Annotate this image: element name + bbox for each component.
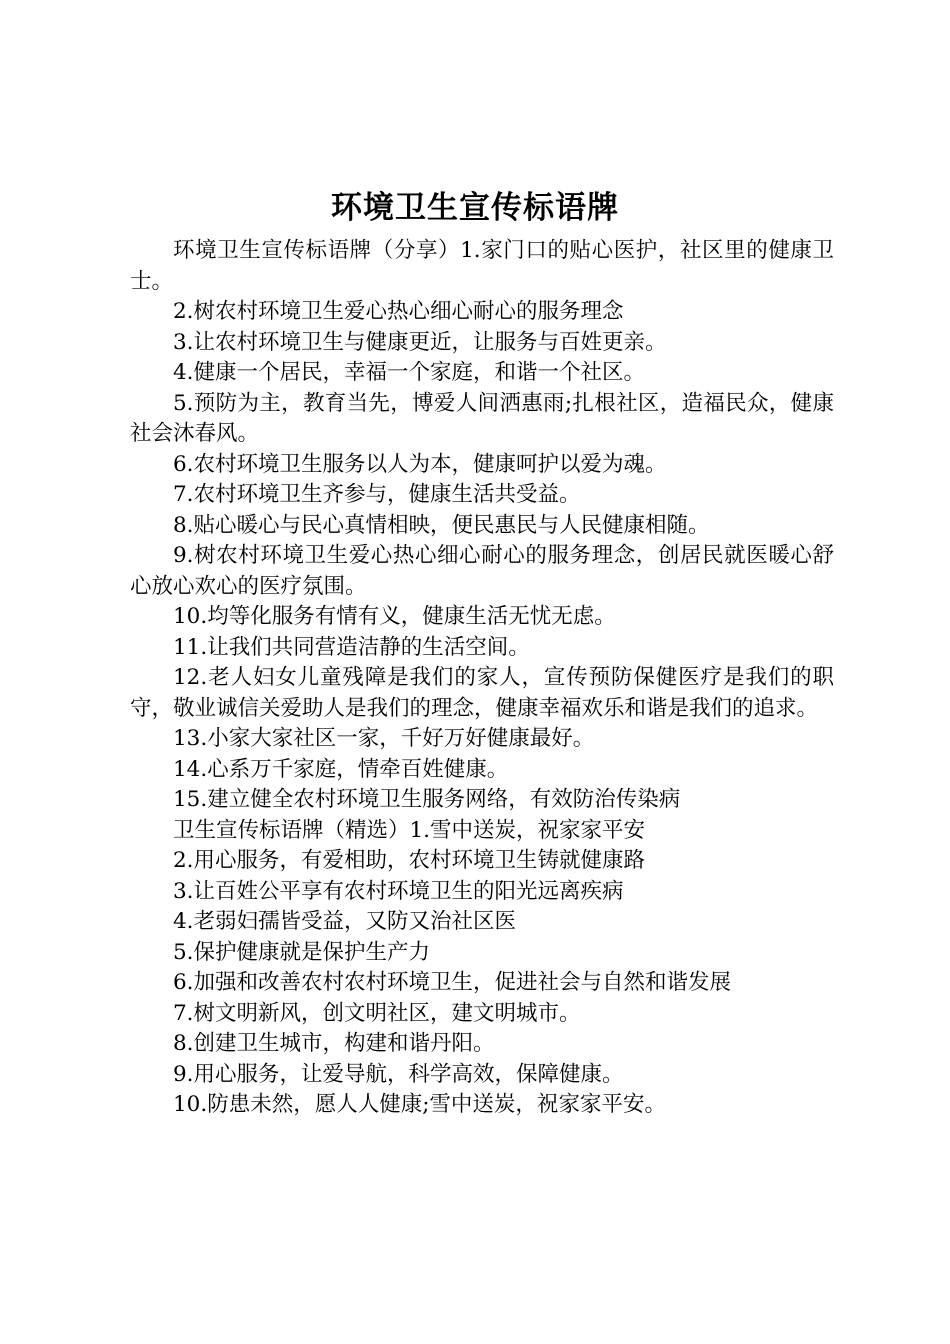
paragraph: 12.老人妇女儿童残障是我们的家人，宣传预防保健医疗是我们的职守，敬业诚信关爱助人是我们的理念，健康幸福欢乐和谐是我们的追求。	[130, 665, 834, 721]
paragraph: 4.老弱妇孺皆受益，又防又治社区医	[173, 909, 517, 934]
paragraph: 3.让农村环境卫生与健康更近，让服务与百姓更亲。	[173, 329, 667, 355]
document-body	[130, 236, 834, 1121]
paragraph: 15.建立健全农村环境卫生服务网络，有效防治传染病	[173, 787, 681, 812]
paragraph: 2.用心服务，有爱相助，农村环境卫生铸就健康路	[173, 848, 646, 873]
paragraph: 9.用心服务，让爱导航，科学高效，保障健康。	[173, 1061, 624, 1087]
paragraph: 卫生宣传标语牌（精选）1.雪中送炭，祝家家平安	[173, 817, 646, 843]
paragraph: 8.创建卫生城市，构建和谐丹阳。	[173, 1031, 495, 1056]
paragraph: 7.农村环境卫生齐参与，健康生活共受益。	[173, 482, 581, 507]
paragraph: 6.农村环境卫生服务以人为本，健康呵护以爱为魂。	[173, 451, 667, 477]
paragraph: 13.小家大家社区一家，千好万好健康最好。	[173, 726, 595, 751]
paragraph: 9.树农村环境卫生爱心热心细心耐心的服务理念，创居民就医暖心舒心放心欢心的医疗氛围。	[130, 543, 834, 599]
paragraph: 8.贴心暖心与民心真情相映，便民惠民与人民健康相随。	[173, 512, 710, 538]
paragraph: 4.健康一个居民，幸福一个家庭，和谐一个社区。	[173, 360, 646, 385]
paragraph: 7.树文明新风，创文明社区，建文明城市。	[173, 1000, 581, 1026]
paragraph: 10.防患未然，愿人人健康;雪中送炭，祝家家平安。	[173, 1092, 666, 1117]
paragraph: 5.预防为主，教育当先，博爱人间洒惠雨;扎根社区，造福民众，健康社会沐春风。	[130, 390, 834, 446]
document-title: 环境卫生宣传标语牌	[331, 190, 619, 226]
paragraph: 11.让我们共同营造洁静的生活空间。	[173, 634, 530, 660]
paragraph: 6.加强和改善农村农村环境卫生，促进社会与自然和谐发展	[173, 970, 732, 995]
paragraph: 5.保护健康就是保护生产力	[173, 939, 431, 965]
paragraph: 10.均等化服务有情有义，健康生活无忧无虑。	[173, 604, 616, 629]
paragraph: 环境卫生宣传标语牌（分享）1.家门口的贴心医护，社区里的健康卫士。	[130, 238, 834, 294]
paragraph: 2.树农村环境卫生爱心热心细心耐心的服务理念	[173, 299, 624, 324]
paragraph: 3.让百姓公平享有农村环境卫生的阳光远离疾病	[173, 878, 624, 904]
paragraph: 14.心系万千家庭，情牵百姓健康。	[173, 756, 509, 782]
